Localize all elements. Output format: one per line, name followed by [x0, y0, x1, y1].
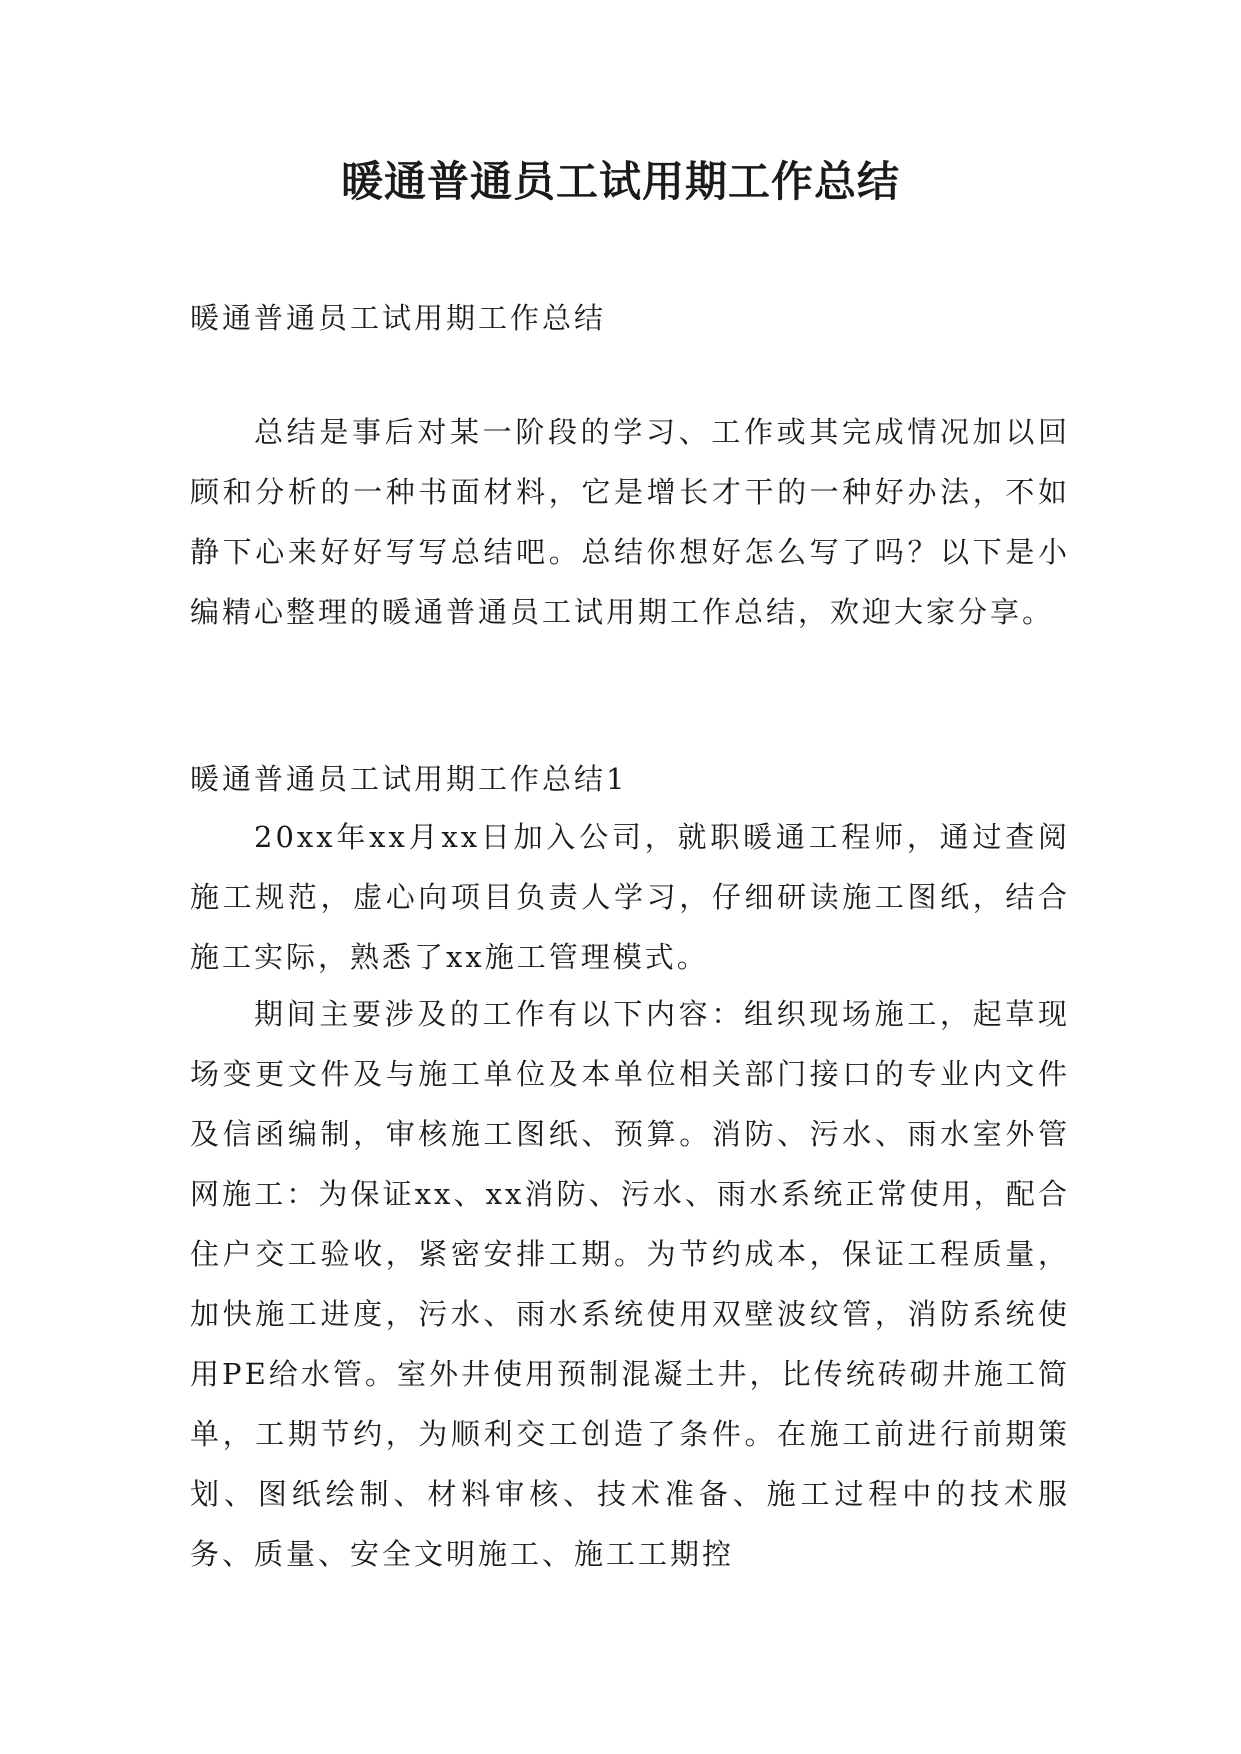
body-paragraph-2: 期间主要涉及的工作有以下内容：组织现场施工，起草现场变更文件及与施工单位及本单位相关部门接口的专业内文件及信函编制，审核施工图纸、预算。消防、污水、雨水室外管网施工：为保证xx、xx消防、污水、雨水系统正常使用，配合住户交工验收，紧密安排工期。为节约成本，保证工程质量，加快施工进度，污水、雨水系统使用双壁波纹管，消防系统使用PE给水管。室外井使用预制混凝土井，比传统砖砌井施工简单，工期节约，为顺利交工创造了条件。在施工前进行前期策划、图纸绘制、材料审核、技术准备、施工过程中的技术服务、质量、安全文明施工、施工工期控 [190, 997, 1070, 1571]
section-title: 暖通普通员工试用期工作总结1 [190, 762, 628, 796]
intro-paragraph: 总结是事后对某一阶段的学习、工作或其完成情况加以回顾和分析的一种书面材料，它是增长才干的一种好办法，不如静下心来好好写写总结吧。总结你想好怎么写了吗？以下是小编精心整理的暖通普通员工试用期工作总结，欢迎大家分享。 [190, 415, 1070, 629]
document-subtitle: 暖通普通员工试用期工作总结 [190, 301, 607, 335]
document-title: 暖通普通员工试用期工作总结 [340, 157, 900, 206]
body-paragraph-1: 20xx年xx月xx日加入公司，就职暖通工程师，通过查阅施工规范，虚心向项目负责人学习，仔细研读施工图纸，结合施工实际，熟悉了xx施工管理模式。 [190, 820, 1070, 974]
